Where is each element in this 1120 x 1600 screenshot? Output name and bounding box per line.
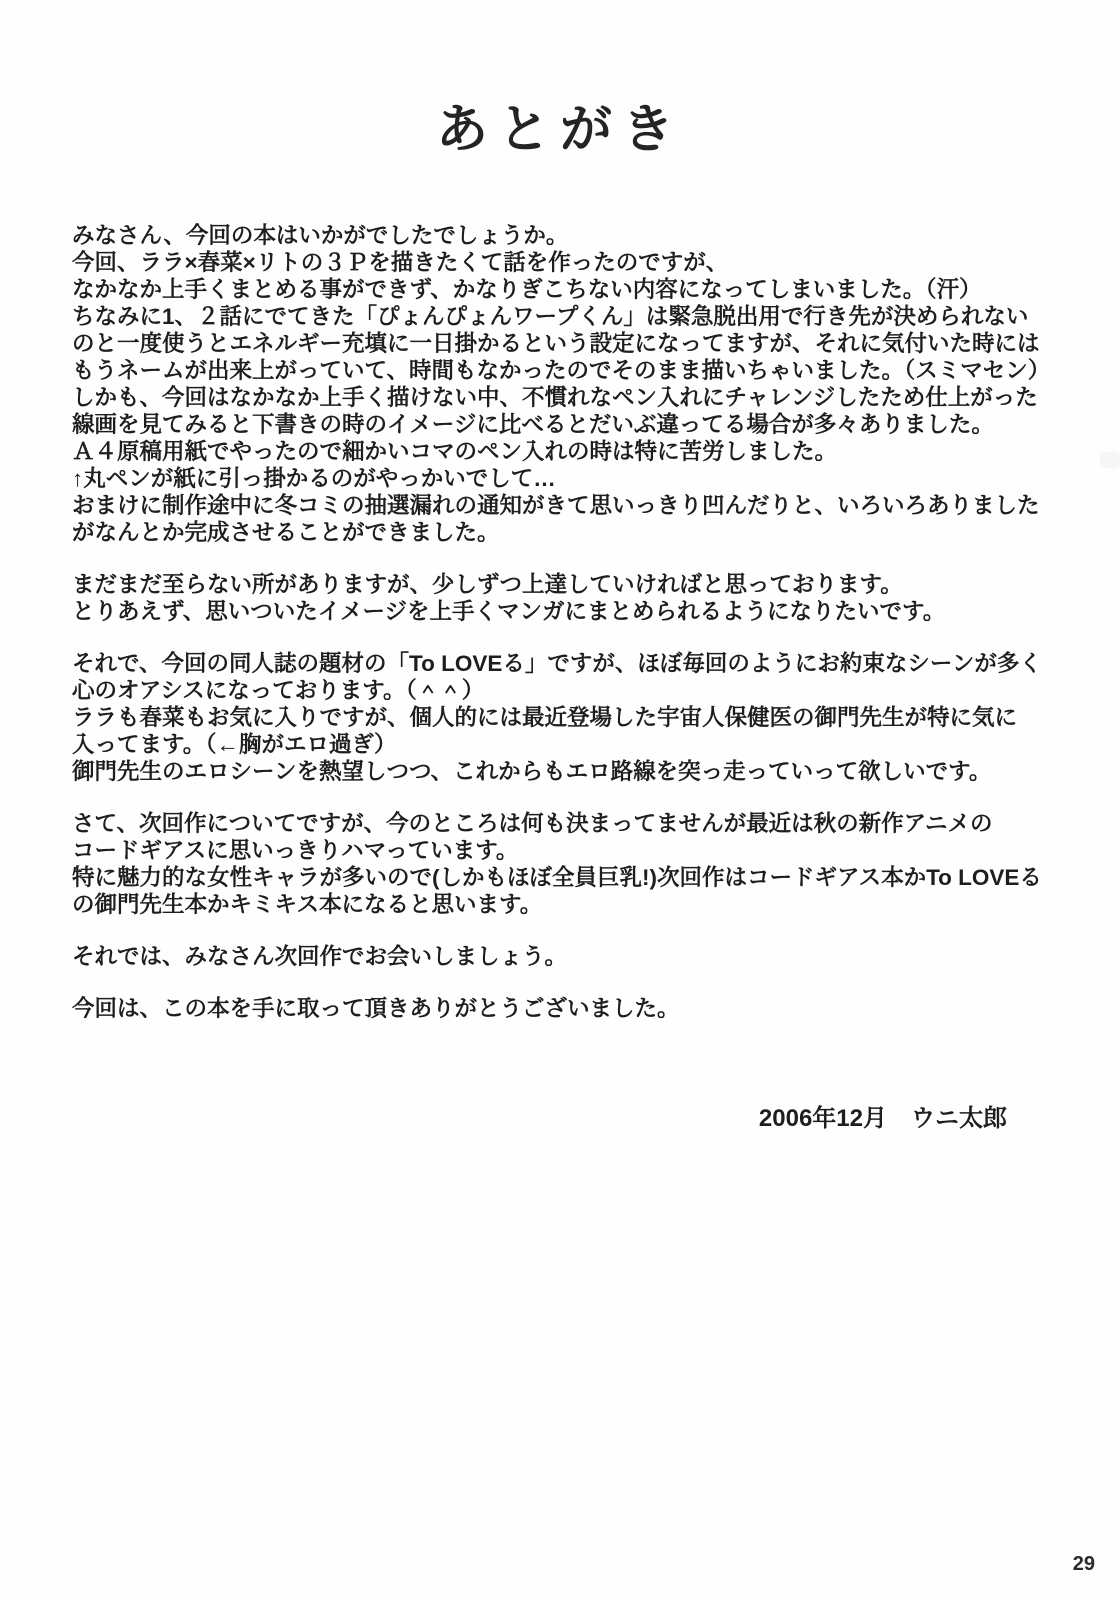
text-line: 特に魅力的な女性キャラが多いので(しかもほぼ全員巨乳!)次回作はコードギアス本かTo LOVEる [72, 865, 1042, 890]
text-line: の御門先生本かキミキス本になると思います。 [72, 892, 543, 917]
paragraph [72, 222, 1051, 546]
text-line: ちなみに1、２話にでてきた「ぴょんぴょんワープくん」は緊急脱出用で行き先が決められない [72, 304, 1029, 329]
text-line: Ａ４原稿用紙でやったので細かいコマのペン入れの時は特に苦労しました。 [72, 439, 838, 464]
paragraph [72, 810, 1048, 918]
text-line: みなさん、今回の本はいかがでしたでしょうか。 [72, 223, 569, 248]
text-line: まだまだ至らない所がありますが、少しずつ上達していければと思っております。 [72, 572, 903, 597]
text-line: ↑丸ペンが紙に引っ掛かるのがやっかいでして… [72, 466, 556, 491]
text-line: ララも春菜もお気に入りですが、個人的には最近登場した宇宙人保健医の御門先生が特に気に [72, 705, 1018, 730]
text-line: コードギアスに思いっきりハマっています。 [72, 838, 519, 863]
text-line: がなんとか完成させることができました。 [72, 520, 500, 545]
text-line: おまけに制作途中に冬コミの抽選漏れの通知がきて思いっきり凹んだりと、いろいろありました [72, 493, 1040, 518]
text-line: もうネームが出来上がっていて、時間もなかったのでそのまま描いちゃいました。（スミマセン） [72, 358, 1051, 383]
text-line: それで、今回の同人誌の題材の「To LOVEる」ですが、ほぼ毎回のようにお約束なシーンが多く [72, 651, 1042, 676]
afterword-body [72, 222, 1051, 1022]
text-line: のと一度使うとエネルギー充填に一日掛かるという設定になってますが、それに気付いた時には [72, 331, 1040, 356]
text-line: 線画を見てみると下書きの時のイメージに比べるとだいぶ違ってる場合が多々ありました。 [72, 412, 994, 437]
paragraph [72, 995, 1048, 1022]
text-line: 心のオアシスになっております。（＾＾） [72, 678, 485, 703]
text-line: 今回は、この本を手に取って頂きありがとうございました。 [72, 996, 680, 1021]
text-line: とりあえず、思いついたイメージを上手くマンガにまとめられるようになりたいです。 [72, 599, 946, 624]
paragraph [72, 650, 1048, 785]
text-line: 入ってます。（←胸がエロ過ぎ） [72, 732, 397, 757]
text-line: さて、次回作についてですが、今のところは何も決まってませんが最近は秋の新作アニメの [72, 811, 993, 836]
scan-artifact [1100, 452, 1120, 468]
paragraph [72, 571, 1048, 625]
text-line: 今回、ララ×春菜×リトの３Ｐを描きたくて話を作ったのですが、 [72, 250, 729, 275]
page-number: 29 [1072, 1553, 1095, 1575]
signature-line: 2006年12月 ウニ太郎 [758, 1105, 1007, 1132]
page-title: あとがき [435, 102, 684, 159]
text-line: しかも、今回はなかなか上手く描けない中、不慣れなペン入れにチャレンジしたため仕上がった [72, 385, 1038, 410]
text-line: 御門先生のエロシーンを熱望しつつ、これからもエロ路線を突っ走っていって欲しいです。 [72, 759, 992, 784]
text-line: なかなか上手くまとめる事ができず、かなりぎこちない内容になってしまいました。（汗） [72, 277, 982, 302]
paragraph [72, 943, 1048, 970]
text-line: それでは、みなさん次回作でお会いしましょう。 [72, 944, 568, 969]
